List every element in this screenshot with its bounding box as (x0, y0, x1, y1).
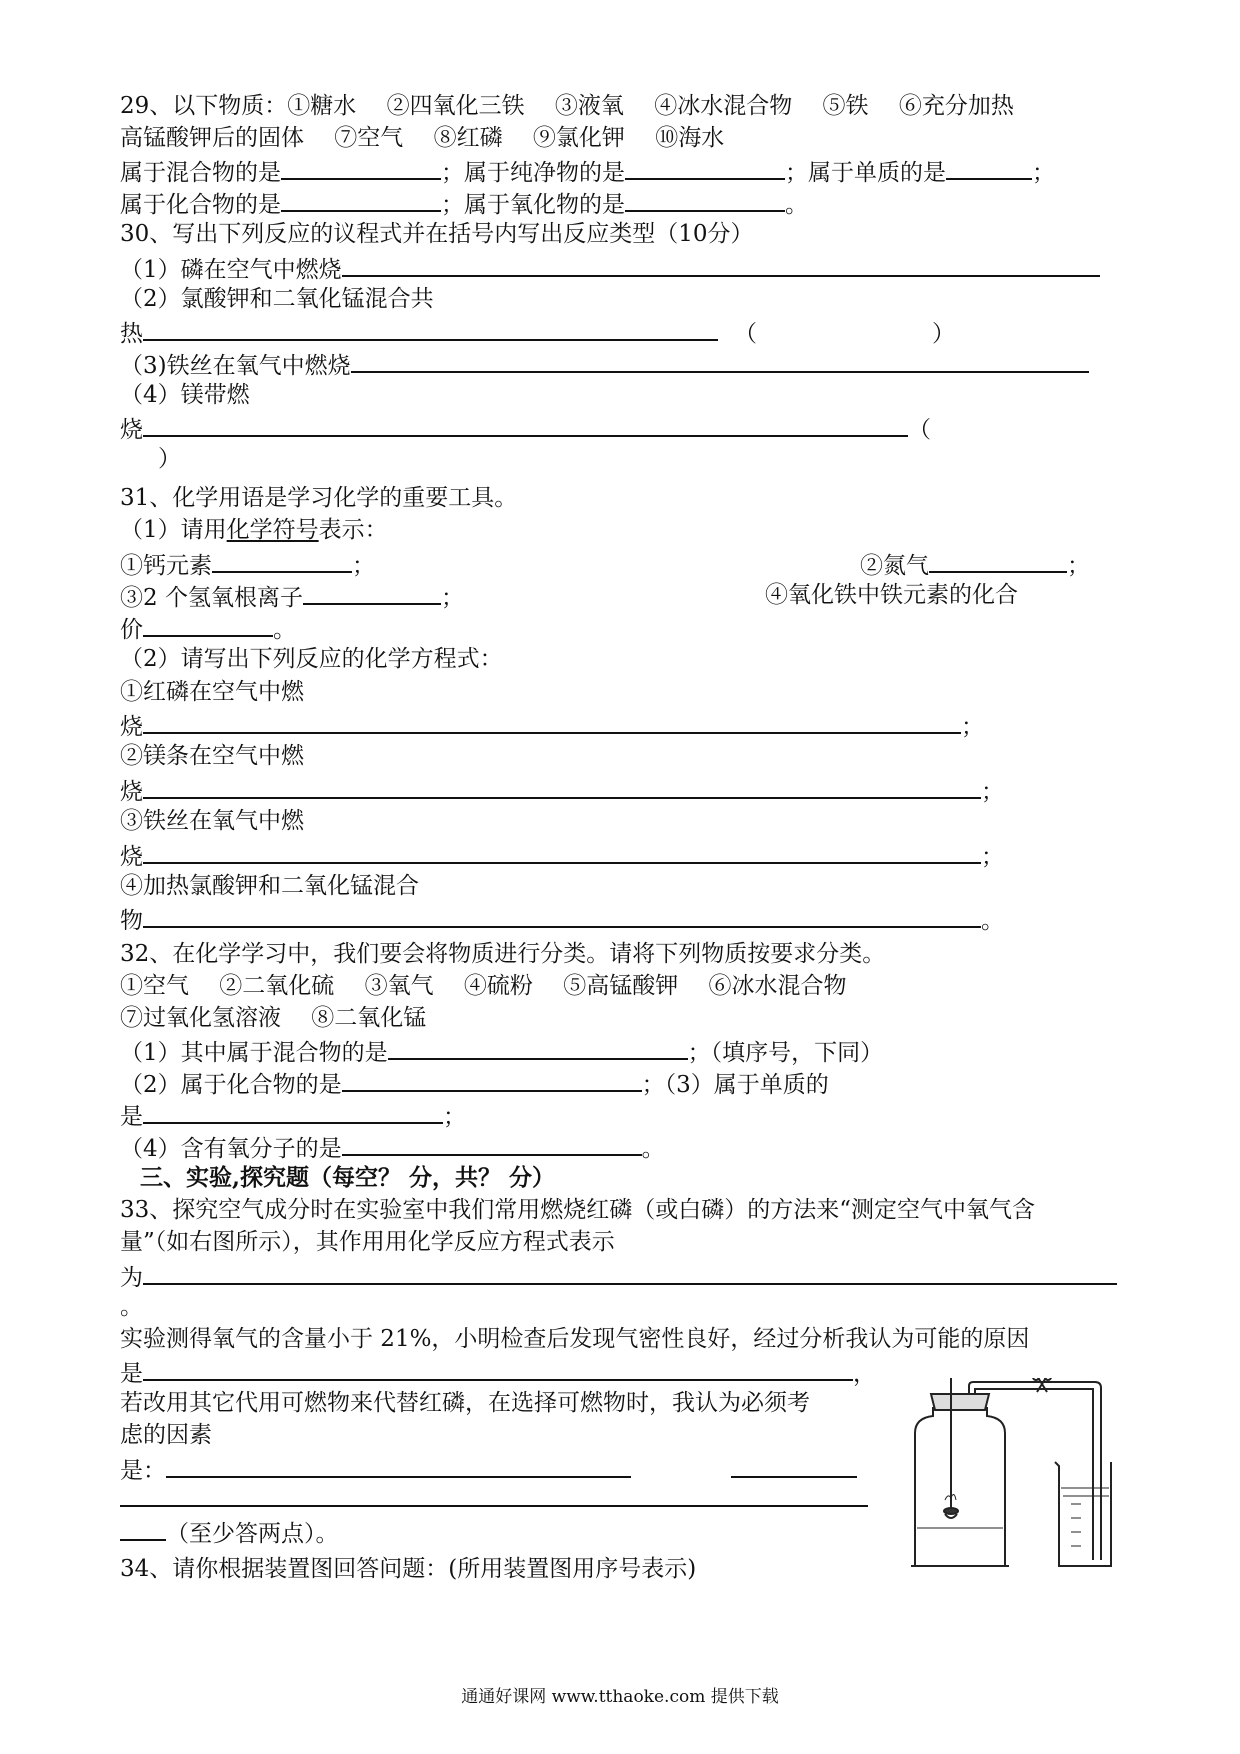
q29-line4 (120, 188, 808, 219)
q32-s1 (120, 1036, 883, 1067)
q29-period: 。 (785, 192, 808, 218)
q31-r4-blank[interactable] (143, 904, 981, 928)
q32-items1: ①空气 ②二氧化硫 ③氧气 ④硫粉 ⑤高锰酸钾 ⑥冰水混合物 (120, 973, 847, 999)
q30-item4-paren-close: ） (158, 446, 181, 472)
q30-item1 (120, 253, 1100, 284)
q31-r2-blank[interactable] (143, 775, 981, 799)
q33-l3-label: 为 (120, 1265, 143, 1291)
q31-part2: （2）请写出下列反应的化学方程式： (120, 646, 503, 672)
q30-item4-blank[interactable] (143, 413, 908, 437)
q32-s4-label: （4）含有氧分子的是 (120, 1136, 342, 1162)
q33-l4: 。 (120, 1294, 143, 1320)
q33-equation-blank[interactable] (143, 1261, 1117, 1285)
q29-semi: ； (1032, 160, 1055, 186)
q33-l7: 若改用其它代用可燃物来代替红磷，在选择可燃物时，我认为必须考 (120, 1390, 810, 1416)
q31-a4b-label: 价 (120, 617, 143, 643)
q31-a3-semi: ； (440, 585, 464, 611)
q31-a2 (860, 549, 1090, 580)
q29-oxide-label: ；属于氧化物的是 (441, 192, 625, 218)
q31-a3-blank[interactable] (303, 581, 441, 605)
q29-line2: 高锰酸钾后的固体 ⑦空气 ⑧红磷 ⑨氯化钾 ⑩海水 (120, 125, 725, 151)
q33-l5: 实验测得氧气的含量小于 21%，小明检查后发现气密性良好，经过分析我认为可能的原因 (120, 1326, 1030, 1352)
q31-r4a: ④加热氯酸钾和二氧化锰混合 (120, 873, 419, 899)
q33-l8: 虑的因素 (120, 1422, 212, 1448)
q33-factor-blank-1[interactable] (166, 1454, 631, 1478)
q31-r2-label: 烧 (120, 779, 143, 805)
q29-compound-blank[interactable] (281, 188, 441, 212)
q30-item3 (120, 349, 1089, 380)
q32-s1-label: （1）其中属于混合物的是 (120, 1040, 388, 1066)
q32-title: 32、在化学学习中，我们要会将物质进行分类。请将下列物质按要求分类。 (120, 941, 886, 967)
q29-line3 (120, 156, 1055, 187)
q32-s3-semi: ； (443, 1104, 466, 1130)
q31-a3 (120, 581, 464, 612)
q31-part1-underlined: 化学符号 (226, 517, 319, 543)
q32-s2-blank[interactable] (342, 1068, 642, 1092)
q31-a2-semi: ； (1067, 553, 1090, 579)
q31-a1-label: ①钙元素 (120, 553, 212, 579)
q32-s2-label: （2）属于化合物的是 (120, 1072, 342, 1098)
q32-s3b (120, 1100, 466, 1131)
q33-l6 (120, 1357, 876, 1388)
q32-items2: ⑦过氧化氢溶液 ⑧二氧化锰 (120, 1005, 427, 1031)
q30-item3-blank[interactable] (351, 349, 1089, 373)
q31-r1b (120, 710, 984, 741)
q29-mixture-label: 属于混合物的是 (120, 160, 281, 186)
q30-item2b (120, 317, 955, 348)
q31-a1-semi: ； (352, 553, 375, 579)
q33-l2: 量”（如右图所示），其作用用化学反应方程式表示 (120, 1229, 615, 1255)
q30-item4-label: 烧 (120, 417, 143, 443)
q30-item1-blank[interactable] (342, 253, 1100, 277)
q31-r4b (120, 904, 1004, 935)
q31-a2-blank[interactable] (929, 549, 1067, 573)
q33-l11 (120, 1517, 339, 1548)
q33-factor-blank-4[interactable] (120, 1517, 166, 1541)
q30-item4-paren-open: （ (908, 417, 931, 443)
q31-r2b (120, 775, 1004, 806)
q29-line1: 29、以下物质：①糖水 ②四氧化三铁 ③液氧 ④冰水混合物 ⑤铁 ⑥充分加热 (120, 93, 1014, 119)
q34: 34、请你根据装置图回答问题：(所用装置图用序号表示) (120, 1556, 697, 1582)
q33-l6-tail: ， (853, 1361, 876, 1387)
q33-l1: 33、探究空气成分时在实验室中我们常用燃烧红磷（或白磷）的方法来“测定空气中氧气含 (120, 1197, 1036, 1223)
q30-item3-label: （3)铁丝在氧气中燃烧 (120, 353, 351, 379)
q31-r3a: ③铁丝在氧气中燃 (120, 808, 304, 834)
q31-r2-semi: ； (981, 779, 1004, 805)
q31-a4-blank[interactable] (143, 613, 273, 637)
q32-s3-blank[interactable] (143, 1100, 443, 1124)
q31-r3b (120, 840, 1004, 871)
q31-a4: ④氧化铁中铁元素的化合 (765, 582, 1018, 608)
q32-s4 (120, 1132, 665, 1163)
q32-s4-blank[interactable] (342, 1132, 642, 1156)
q29-mixture-blank[interactable] (281, 156, 441, 180)
q29-element-blank[interactable] (946, 156, 1032, 180)
q33-l3 (120, 1261, 1117, 1292)
q30-item2-label: 热 (120, 321, 143, 347)
q32-s2 (120, 1068, 829, 1099)
q30-item4a: （4）镁带燃 (120, 382, 250, 408)
q33-l11-label: （至少答两点）。 (166, 1521, 339, 1547)
q29-pure-blank[interactable] (625, 156, 785, 180)
q30-item2a: （2）氯酸钾和二氧化锰混合共 (120, 286, 434, 312)
q30-item2-paren-close: ） (932, 321, 955, 347)
q32-s4-period: 。 (641, 1136, 665, 1162)
q29-pure-label: ；属于纯净物的是 (441, 160, 625, 186)
q32-s1-blank[interactable] (388, 1036, 688, 1060)
q33-l9 (120, 1454, 857, 1485)
q31-title: 31、化学用语是学习化学的重要工具。 (120, 485, 518, 511)
q33-l6-label: 是 (120, 1361, 143, 1387)
q31-a4b (120, 613, 296, 644)
q31-r1-blank[interactable] (143, 710, 961, 734)
q33-factor-blank-3[interactable] (120, 1483, 868, 1507)
q32-s3-label: ；（3）属于单质的 (641, 1072, 829, 1098)
q29-element-label: ；属于单质的是 (785, 160, 946, 186)
q31-r3-label: 烧 (120, 844, 143, 870)
q32-s3b-label: 是 (120, 1104, 143, 1130)
q31-r1-label: 烧 (120, 714, 143, 740)
q31-part1 (120, 516, 388, 544)
q30-item1-label: （1）磷在空气中燃烧 (120, 257, 342, 283)
q31-r4-label: 物 (120, 908, 143, 934)
q33-l10 (120, 1483, 868, 1514)
q31-r4-period: 。 (981, 908, 1004, 934)
page-footer: 通通好课网 www.tthaoke.com 提供下载 (461, 1687, 779, 1707)
q29-compound-label: 属于化合物的是 (120, 192, 281, 218)
q31-a1-blank[interactable] (212, 549, 352, 573)
q31-a2-label: ②氮气 (860, 553, 929, 579)
q31-part1-a: （1）请用 (120, 517, 227, 543)
q30-item4b (120, 413, 931, 444)
q31-a1 (120, 549, 375, 580)
q31-part1-b: 表示： (318, 517, 388, 543)
q33-factor-blank-2[interactable] (731, 1454, 857, 1478)
q30-title: 30、写出下列反应的议程式并在括号内写出反应类型（10分） (120, 221, 754, 247)
q31-r1a: ①红磷在空气中燃 (120, 679, 304, 705)
q33-l9-label: 是： (120, 1458, 166, 1484)
q31-r1-semi: ； (961, 714, 984, 740)
q31-r3-semi: ； (981, 844, 1004, 870)
section3-heading: 三、实验,探究题（每空？ 分，共？ 分） (140, 1164, 556, 1191)
q31-a3-label: ③2 个氢氧根离子 (120, 585, 303, 611)
oxygen-measurement-apparatus-figure (905, 1378, 1113, 1574)
q30-item2-paren-open: （ (734, 321, 757, 347)
q32-s1-tail: ；（填序号，下同） (687, 1040, 884, 1066)
q29-oxide-blank[interactable] (625, 188, 785, 212)
q30-item2-blank[interactable] (143, 317, 718, 341)
q31-r3-blank[interactable] (143, 840, 981, 864)
q31-r2a: ②镁条在空气中燃 (120, 743, 304, 769)
q33-reason-blank[interactable] (143, 1357, 853, 1381)
q31-a4-period: 。 (273, 617, 296, 643)
